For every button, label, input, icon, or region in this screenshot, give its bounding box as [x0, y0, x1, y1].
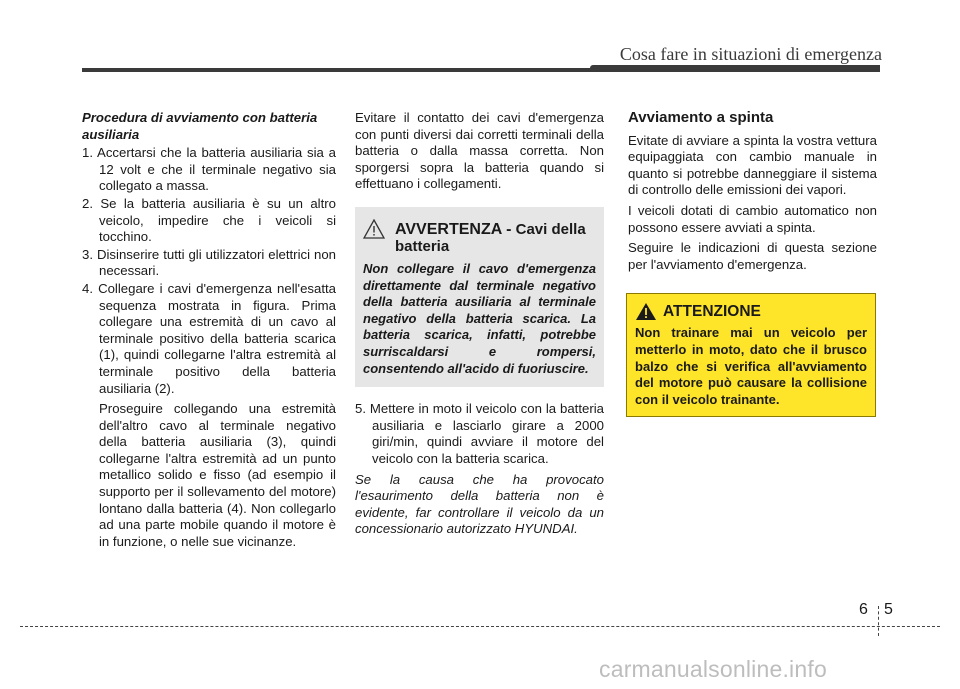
page-number: 5 — [884, 601, 893, 618]
column-left — [82, 110, 336, 550]
attention-title: ATTENZIONE — [663, 302, 761, 320]
attention-body: Non trainare mai un veicolo per metterlo in moto, dato che il brusco balzo che si verifica all'avviamento del motore può causare la collisione con il veicolo trainante. — [635, 325, 867, 407]
footer-rule — [20, 626, 940, 627]
warning-title-suffix: Cavi della batteria — [395, 220, 586, 255]
dealer-note: Se la causa che ha provocato l'esaurimento della batteria non è evidente, far controllare il veicolo da un concessionario autorizzato HYUNDAI. — [355, 471, 604, 537]
step-4-continued: Proseguire collegando una estremità dell'altro cavo al terminale negativo della batteria ausiliaria (3), quindi collegarne l'altra estremità ad un punto metallico solido e fisso (ad esempio il supporto per il sollevamento del motore) lontano dalla batteria (4). Non collegarlo ad una parte mobile quando il motore è in funzione, o nelle sue vicinanze. — [99, 401, 336, 549]
attention-triangle-icon — [635, 302, 657, 321]
section-title: Avviamento a spinta — [628, 109, 774, 126]
push-start-para-3: Seguire le indicazioni di questa sezione per l'avviamento d'emergenza. — [628, 240, 877, 272]
cable-contact-note: Evitare il contatto dei cavi d'emergenza con punti diversi dai corretti terminali della batteria o dalla massa corretta. Non sporgersi sopra la batteria quando si effettuano i collegamenti. — [355, 110, 604, 192]
header-rule — [82, 68, 880, 72]
warning-box — [355, 207, 604, 387]
step-2: 2. Se la batteria ausiliaria è su un altro veicolo, impedire che i veicoli si tocchino. — [82, 195, 336, 245]
warning-triangle-icon — [363, 219, 385, 239]
chapter-number: 6 — [859, 601, 868, 618]
warning-title-main: AVVERTENZA - — [395, 220, 512, 238]
attention-box — [626, 293, 876, 417]
column-right — [628, 110, 877, 417]
chapter-title: Cosa fare in situazioni di emergenza — [619, 44, 882, 64]
warning-body: Non collegare il cavo d'emergenza direttamente dal terminale negativo della batteria ausiliaria al terminale negativo della batteria scarica. La batteria scarica, infatti, potrebbe surriscaldarsi e rompersi, consentendo all'acido di fuoriuscire. — [363, 260, 596, 376]
procedure-subheading: Procedura di avviamento con batteria ausiliaria — [82, 110, 318, 142]
column-middle — [355, 110, 604, 538]
watermark: carmanualsonline.info — [599, 656, 827, 682]
footer-divider — [878, 606, 879, 636]
step-5: 5. Mettere in moto il veicolo con la batteria ausiliaria e lasciarlo girare a 2000 giri/min, quindi avviare il motore del veicolo con la batteria scarica. — [355, 401, 604, 466]
push-start-para-1: Evitate di avviare a spinta la vostra vettura equipaggiata con cambio manuale in quanto si potrebbe danneggiare il sistema di controllo delle emissioni dei vapori. — [628, 132, 877, 198]
push-start-para-2: I veicoli dotati di cambio automatico non possono essere avviati a spinta. — [628, 202, 877, 235]
step-4: 4. Collegare i cavi d'emergenza nell'esatta sequenza mostrata in figura. Prima collegare una estremità di un cavo al terminale positivo della batteria scarica (1), quindi collegarne l'altra estremità al terminale positivo della batteria ausiliaria (2). — [82, 280, 336, 396]
step-1: 1. Accertarsi che la batteria ausiliaria sia a 12 volt e che il terminale negativo sia collegato a massa. — [82, 145, 336, 194]
step-3: 3. Disinserire tutti gli utilizzatori elettrici non necessari. — [82, 246, 336, 279]
warning-title — [395, 221, 596, 255]
